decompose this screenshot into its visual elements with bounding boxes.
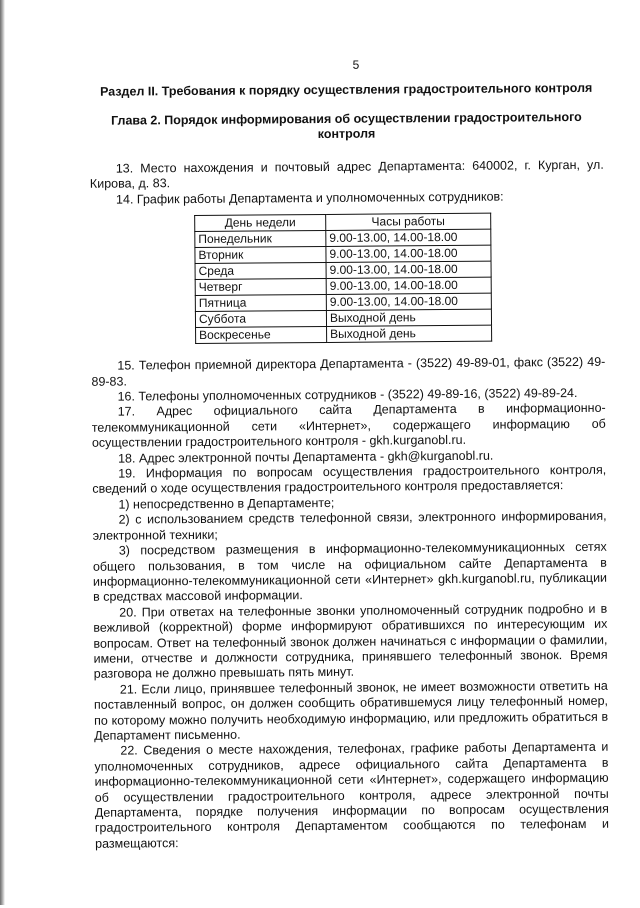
table-cell-day: Пятница — [195, 295, 326, 312]
paragraphs-after-table — [91, 355, 609, 852]
paragraph-17: 17. Адрес официального сайта Департамента в информационно-телекоммуникационной сети «Интернет», содержащего информацию об осуществлении градостроительного контроля - gkh.kurganobl.ru. — [91, 401, 606, 451]
list-item-3: 3) посредством размещения в информационно-телекоммуникационных сетях общего пользования, в том числе на официальном сайте Департамента в информационно-телекоммуникационной сети «Интернет» gkh.kurganobl.ru, публикации в средствах массовой информации. — [92, 539, 608, 605]
table-cell-day: Среда — [195, 263, 326, 280]
table-cell-day: Вторник — [195, 247, 326, 264]
table-row — [196, 325, 492, 343]
paragraphs-before-table — [90, 158, 604, 208]
table-cell-day: Понедельник — [195, 231, 326, 248]
chapter-title: Глава 2. Порядок информирования об осуществлении градостроительного контроля — [110, 109, 582, 142]
paragraph-19: 19. Информация по вопросам осуществления градостроительного контроля, сведений о ходе осуществления градостроительного контроля предоставляется: — [92, 462, 607, 497]
table-cell-hours: 9.00-13.00, 14.00-18.00 — [326, 229, 491, 246]
table-cell-hours: 9.00-13.00, 14.00-18.00 — [326, 293, 491, 310]
section-title: Раздел II. Требования к порядку осуществления градостроительного контроля — [99, 80, 593, 99]
paragraph-15: 15. Телефон приемной директора Департамента - (3522) 49-89-01, факс (3522) 49-89-83. — [91, 354, 606, 389]
paragraph-21: 21. Если лицо, принявшее телефонный звонок, не имеет возможности ответить на поставленный вопрос, он должен сообщить обратившемуся лицу телефонный номер, по которому можно получить необходимую информацию, или предложить обратиться в Департамент письменно. — [93, 678, 609, 743]
table-cell-day: Четверг — [195, 279, 326, 296]
paragraph-20: 20. При ответах на телефонные звонки уполномоченный сотрудник подробно и в вежливой (корректной) форме информируют обратившихся по интересующим их вопросам. Ответ на телефонный звонок должен начинаться с информации о фамилии, имени, отчестве и должности сотрудника, принявшего телефонный звонок. Время разговора не должно превышать пять минут. — [93, 601, 608, 682]
table-cell-day: Суббота — [195, 311, 326, 328]
paragraph-16: 16. Телефоны уполномоченных сотрудников - (3522) 49-89-16, (3522) 49-89-24. — [117, 386, 578, 404]
column-header-day: День недели — [195, 215, 326, 232]
column-header-hours: Часы работы — [326, 213, 491, 230]
paragraph-18: 18. Адрес электронной почты Департамента - gkh@kurganobl.ru. — [118, 448, 494, 466]
work-schedule-table — [194, 213, 492, 344]
table-cell-hours: 9.00-13.00, 14.00-18.00 — [326, 245, 491, 262]
paragraph-22: 22. Сведения о месте нахождения, телефонах, графике работы Департамента и уполномоченных сотрудников, адресе официального сайта Департамента в информационно-телекоммуникационной сети «Интернет», содержащего информацию об осуществлении градостроительного контроля, адресе электронной почты Департамента, порядке получения информации по вопросам осуществления градостроительного контроля Департаментом сообщаются по телефонам и размещаются: — [94, 740, 610, 851]
paragraph-14: 14. График работы Департамента и уполномоченных сотрудников: — [115, 189, 504, 207]
paragraph-13: 13. Место нахождения и почтовый адрес Департамента: 640002, г. Курган, ул. Кирова, д. 83. — [89, 157, 604, 192]
table-cell-hours: Выходной день — [327, 325, 492, 342]
table-cell-hours: 9.00-13.00, 14.00-18.00 — [326, 261, 491, 278]
page-number: 5 — [352, 57, 360, 72]
table-cell-hours: Выходной день — [326, 309, 491, 326]
list-item-2: 2) с использованием средств телефонной связи, электронного информирования, электронной техники; — [92, 509, 607, 543]
table-cell-day: Воскресенье — [196, 327, 327, 344]
table-cell-hours: 9.00-13.00, 14.00-18.00 — [326, 277, 491, 294]
list-item-1: 1) непосредственно в Департаменте; — [118, 495, 335, 512]
